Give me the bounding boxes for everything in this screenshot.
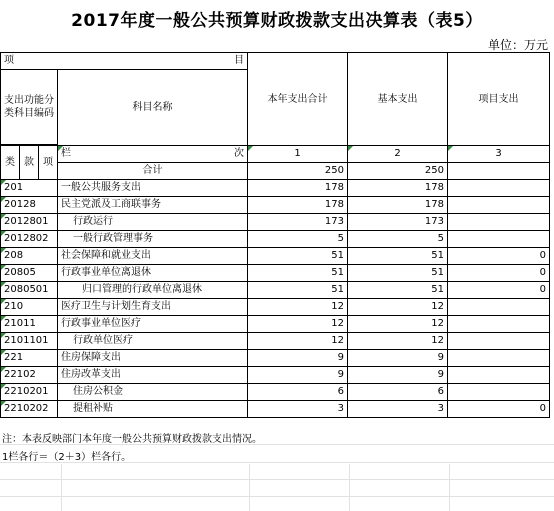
report-title: 2017年度一般公共预算财政拨款支出决算表（表5） xyxy=(71,11,483,31)
row-project[interactable] xyxy=(448,299,550,316)
row-code[interactable]: 210 xyxy=(1,299,58,316)
row-code[interactable]: 22102 xyxy=(1,367,58,384)
row-total[interactable]: 12 xyxy=(248,333,348,350)
row-total[interactable]: 51 xyxy=(248,265,348,282)
row-project[interactable] xyxy=(448,350,550,367)
row-basic[interactable]: 5 xyxy=(348,231,448,248)
row-project[interactable] xyxy=(448,180,550,197)
row-total[interactable]: 51 xyxy=(248,248,348,265)
row-project[interactable] xyxy=(448,367,550,384)
row-name[interactable]: 行政事业单位医疗 xyxy=(58,316,248,333)
row-name[interactable]: 归口管理的行政单位离退休 xyxy=(58,282,248,299)
row-code[interactable]: 20805 xyxy=(1,265,58,282)
row-name[interactable]: 提租补贴 xyxy=(58,401,248,418)
footnote-2: 1栏各行＝（2＋3）栏各行。 xyxy=(2,452,132,463)
table-row xyxy=(1,401,550,418)
row-project[interactable] xyxy=(448,333,550,350)
table-row xyxy=(1,231,550,248)
row-basic[interactable]: 12 xyxy=(348,333,448,350)
row-name[interactable]: 一般公共服务支出 xyxy=(58,180,248,197)
gridline xyxy=(249,464,250,511)
total-row-basic[interactable]: 250 xyxy=(348,163,448,180)
row-code[interactable]: 201 xyxy=(1,180,58,197)
row-name[interactable]: 医疗卫生与计划生育支出 xyxy=(58,299,248,316)
gridline xyxy=(449,464,450,511)
row-total[interactable]: 178 xyxy=(248,197,348,214)
gridline xyxy=(0,462,554,463)
row-total[interactable]: 12 xyxy=(248,299,348,316)
row-project[interactable] xyxy=(448,197,550,214)
row-total[interactable]: 9 xyxy=(248,350,348,367)
lan-label: 栏 xyxy=(61,148,71,159)
row-basic[interactable]: 178 xyxy=(348,197,448,214)
row-basic[interactable]: 3 xyxy=(348,401,448,418)
row-total[interactable]: 12 xyxy=(248,316,348,333)
row-basic[interactable]: 9 xyxy=(348,367,448,384)
row-code[interactable]: 2012802 xyxy=(1,231,58,248)
row-code[interactable]: 2101101 xyxy=(1,333,58,350)
gridline xyxy=(0,479,554,480)
row-basic[interactable]: 51 xyxy=(348,265,448,282)
row-name[interactable]: 社会保障和就业支出 xyxy=(58,248,248,265)
row-total[interactable]: 9 xyxy=(248,367,348,384)
row-code[interactable]: 20128 xyxy=(1,197,58,214)
total-row-name[interactable]: 合计 xyxy=(58,163,248,180)
gridline xyxy=(61,464,62,511)
row-basic[interactable]: 6 xyxy=(348,384,448,401)
row-name[interactable]: 住房保障支出 xyxy=(58,350,248,367)
row-code[interactable]: 21011 xyxy=(1,316,58,333)
lan-ci-cell[interactable] xyxy=(58,146,248,163)
expenditure-table xyxy=(0,52,550,418)
total-col-header[interactable]: 本年支出合计 xyxy=(248,53,348,146)
header-row-item xyxy=(1,53,550,70)
row-project[interactable]: 0 xyxy=(448,265,550,282)
table-row xyxy=(1,180,550,197)
row-code[interactable]: 2210202 xyxy=(1,401,58,418)
total-row-project[interactable] xyxy=(448,163,550,180)
row-code[interactable]: 2080501 xyxy=(1,282,58,299)
row-project[interactable] xyxy=(448,214,550,231)
row-project[interactable]: 0 xyxy=(448,282,550,299)
row-basic[interactable]: 12 xyxy=(348,316,448,333)
total-row xyxy=(1,163,550,180)
project-col-header[interactable]: 项目支出 xyxy=(448,53,550,146)
row-name[interactable]: 行政事业单位离退休 xyxy=(58,265,248,282)
row-name[interactable]: 行政单位医疗 xyxy=(58,333,248,350)
row-total[interactable]: 178 xyxy=(248,180,348,197)
xiang-header[interactable]: 项 xyxy=(39,146,58,180)
row-code[interactable]: 221 xyxy=(1,350,58,367)
row-total[interactable]: 6 xyxy=(248,384,348,401)
table-row xyxy=(1,265,550,282)
row-total[interactable]: 5 xyxy=(248,231,348,248)
header-row-lan xyxy=(1,146,550,163)
footnote-1: 注：本表反映部门本年度一般公共预算财政拨款支出情况。 xyxy=(2,434,262,445)
row-project[interactable] xyxy=(448,384,550,401)
lei-header[interactable]: 类 xyxy=(1,146,20,180)
col-num-1[interactable]: 1 xyxy=(248,146,348,163)
table-row xyxy=(1,214,550,231)
row-total[interactable]: 173 xyxy=(248,214,348,231)
row-project[interactable] xyxy=(448,316,550,333)
row-code[interactable]: 2210201 xyxy=(1,384,58,401)
ci-label: 次 xyxy=(234,148,244,159)
row-name[interactable]: 一般行政管理事务 xyxy=(58,231,248,248)
table-row xyxy=(1,350,550,367)
row-code[interactable]: 2012801 xyxy=(1,214,58,231)
row-total[interactable]: 3 xyxy=(248,401,348,418)
row-basic[interactable]: 178 xyxy=(348,180,448,197)
table-row xyxy=(1,248,550,265)
row-basic[interactable]: 51 xyxy=(348,248,448,265)
row-name[interactable]: 行政运行 xyxy=(58,214,248,231)
item-header-cell[interactable] xyxy=(1,53,248,70)
row-code[interactable]: 208 xyxy=(1,248,58,265)
row-project[interactable]: 0 xyxy=(448,401,550,418)
row-name[interactable]: 民主党派及工商联事务 xyxy=(58,197,248,214)
col-num-3[interactable]: 3 xyxy=(448,146,550,163)
kuan-header[interactable]: 款 xyxy=(20,146,39,180)
table-row xyxy=(1,282,550,299)
row-name[interactable]: 住房公积金 xyxy=(58,384,248,401)
row-basic[interactable]: 173 xyxy=(348,214,448,231)
row-basic[interactable]: 12 xyxy=(348,299,448,316)
table-row xyxy=(1,299,550,316)
row-basic[interactable]: 51 xyxy=(348,282,448,299)
row-total[interactable]: 51 xyxy=(248,282,348,299)
table-row xyxy=(1,197,550,214)
gridline xyxy=(0,496,554,497)
gridline xyxy=(349,464,350,511)
total-row-total[interactable]: 250 xyxy=(248,163,348,180)
unit-label: 单位：万元 xyxy=(487,38,548,52)
table-row xyxy=(1,367,550,384)
table-row xyxy=(1,316,550,333)
table-row xyxy=(1,384,550,401)
xiang-label: 项 xyxy=(4,55,14,66)
mu-label: 目 xyxy=(234,55,244,66)
row-project[interactable] xyxy=(448,231,550,248)
col-num-2[interactable]: 2 xyxy=(348,146,448,163)
basic-col-header[interactable]: 基本支出 xyxy=(348,53,448,146)
table-row xyxy=(1,333,550,350)
name-col-header[interactable]: 科目名称 xyxy=(58,70,248,146)
row-name[interactable]: 住房改革支出 xyxy=(58,367,248,384)
row-project[interactable]: 0 xyxy=(448,248,550,265)
row-basic[interactable]: 9 xyxy=(348,350,448,367)
code-col-header[interactable]: 支出功能分类科目编码 xyxy=(1,70,58,145)
gridline xyxy=(0,444,554,445)
